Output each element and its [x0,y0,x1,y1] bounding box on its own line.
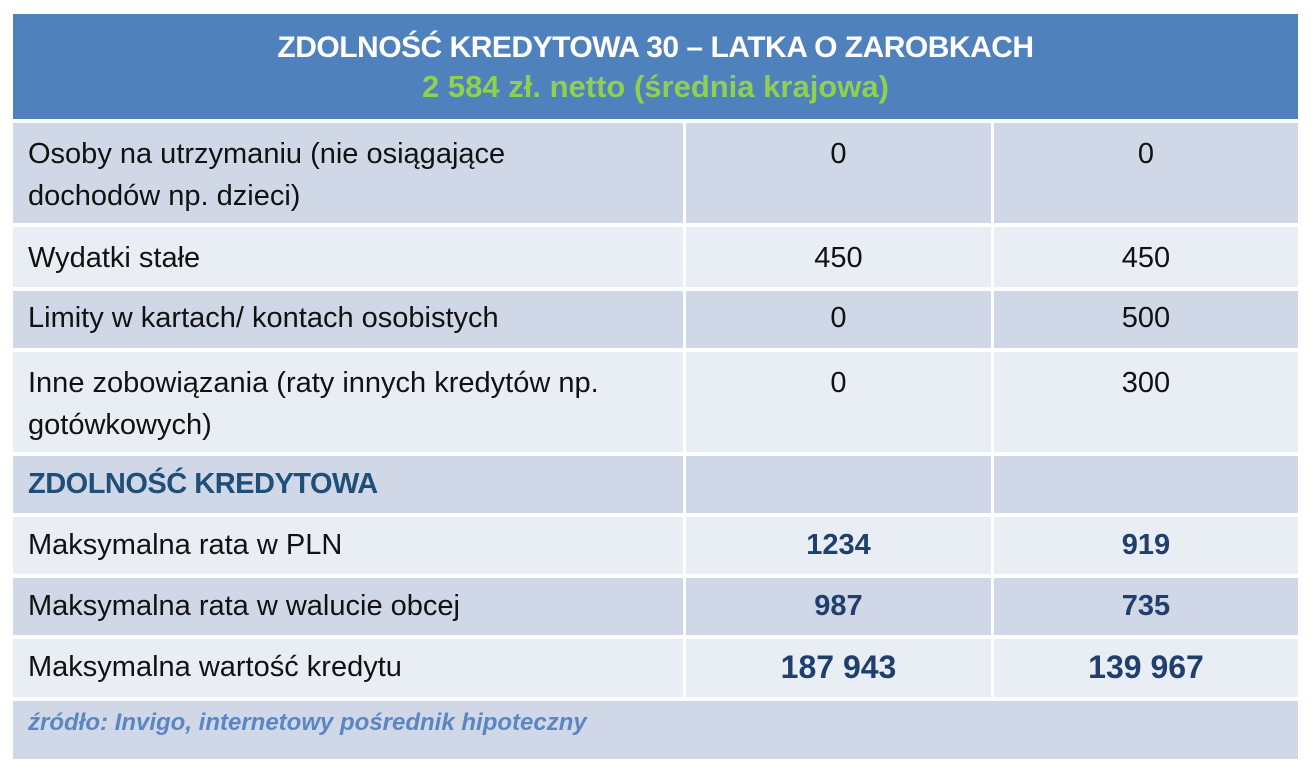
row-label: Maksymalna rata w walucie obcej [13,578,683,635]
row-value-col1: 187 943 [686,639,991,697]
row-value-col1: 1234 [686,517,991,574]
row-label: Wydatki stałe [13,227,683,287]
row-label: Maksymalna wartość kredytu [13,639,683,697]
row-value-col2 [994,456,1298,513]
table-subtitle: 2 584 zł. netto (średnia krajowa) [422,69,889,104]
row-value-col1: 450 [686,227,991,287]
row-value-col2: 139 967 [994,639,1298,697]
table-row-dependents [13,123,1298,223]
row-value-col2: 919 [994,517,1298,574]
row-value-col1: 987 [686,578,991,635]
table-title: ZDOLNOŚĆ KREDYTOWA 30 – LATKA O ZAROBKACH [277,31,1034,64]
row-value-col2: 500 [994,291,1298,348]
row-value-col2: 735 [994,578,1298,635]
row-label: Maksymalna rata w PLN [13,517,683,574]
row-value-col2: 450 [994,227,1298,287]
source-text: źródło: Invigo, internetowy pośrednik hipoteczny [28,709,587,736]
row-value-col1: 0 [686,291,991,348]
table-row-card-limits [13,291,1298,348]
row-value-col2: 300 [994,352,1298,452]
table-row-max-installment-pln [13,517,1298,574]
table-row-fixed-expenses [13,227,1298,287]
row-value-col1 [686,456,991,513]
row-value-col1: 0 [686,123,991,223]
row-label: Inne zobowiązania (raty innych kredytów np. gotówkowych) [13,352,683,452]
table-row-section-heading [13,456,1298,513]
credit-capacity-table [13,14,1298,759]
row-value-col2: 0 [994,123,1298,223]
table-row-max-loan-value [13,639,1298,697]
table-row-other-liabilities [13,352,1298,452]
row-label: Osoby na utrzymaniu (nie osiągające dochodów np. dzieci) [13,123,683,223]
row-label: Limity w kartach/ kontach osobistych [13,291,683,348]
table-header [13,14,1298,119]
section-heading: ZDOLNOŚĆ KREDYTOWA [13,456,683,513]
table-row-max-installment-foreign [13,578,1298,635]
row-value-col1: 0 [686,352,991,452]
source-footer [13,701,1298,759]
